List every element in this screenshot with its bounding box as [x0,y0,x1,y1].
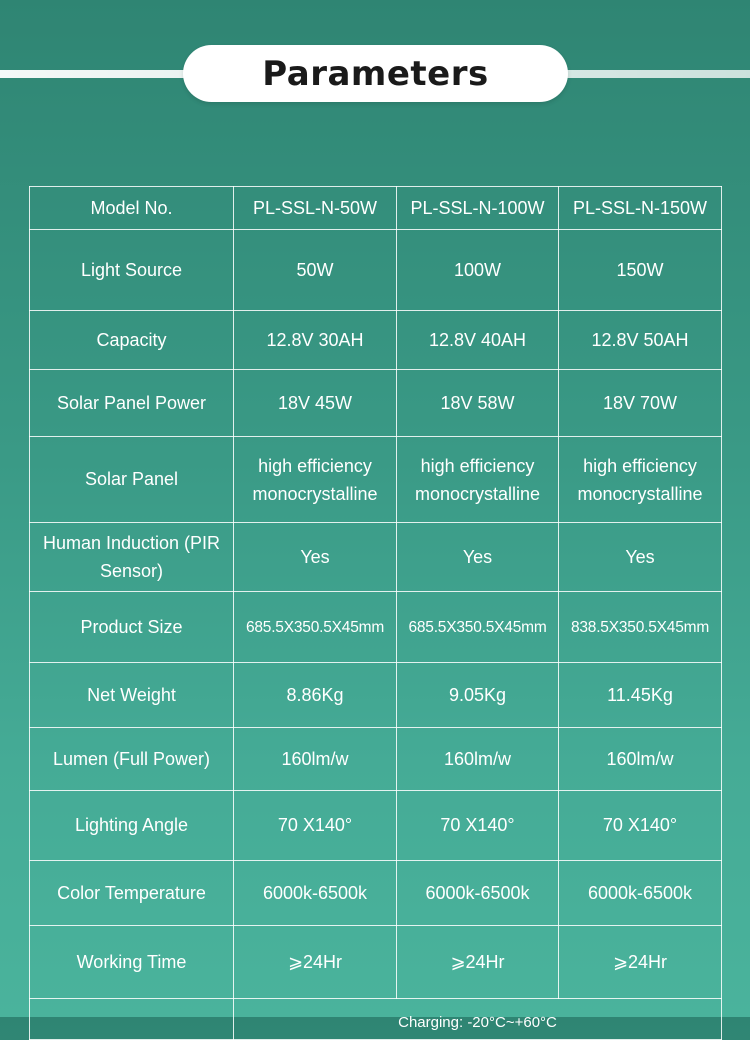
table-row-product-size [30,592,722,663]
value-cell: high efficiency monocrystalline [397,437,559,523]
row-label-cell: Lumen (Full Power) [30,728,234,791]
table-row-light-source [30,230,722,311]
table-row-lumen [30,728,722,791]
value-cell: 160lm/w [559,728,722,791]
value-cell: 100W [397,230,559,311]
value-cell: 685.5X350.5X45mm [234,592,397,663]
value-cell: 18V 45W [234,370,397,437]
header-label-cell: Model No. [30,187,234,230]
value-cell: 70 X140° [397,791,559,861]
table-row-human-induction [30,523,722,592]
row-label-cell: Solar Panel [30,437,234,523]
model-header-cell: PL-SSL-N-50W [234,187,397,230]
row-label-cell: Lighting Angle [30,791,234,861]
table-row-lighting-angle [30,791,722,861]
table-row-partial [30,999,722,1040]
table-row-capacity [30,311,722,370]
value-cell: 12.8V 40AH [397,311,559,370]
title-banner [183,45,568,102]
value-cell: high efficiency monocrystalline [234,437,397,523]
value-cell: 160lm/w [234,728,397,791]
table-row-solar-panel-power [30,370,722,437]
partial-value-text: Charging: -20°C~+60°C [398,1014,557,1031]
value-cell: 838.5X350.5X45mm [559,592,722,663]
row-label-cell: Color Temperature [30,861,234,926]
value-cell: 6000k-6500k [234,861,397,926]
value-cell: 160lm/w [397,728,559,791]
value-cell: ⩾24Hr [559,926,722,999]
value-cell: 6000k-6500k [559,861,722,926]
row-label-cell: Product Size [30,592,234,663]
row-label-cell: Net Weight [30,663,234,728]
value-cell: 12.8V 30AH [234,311,397,370]
page-title: Parameters [262,53,489,94]
model-header-cell: PL-SSL-N-150W [559,187,722,230]
value-cell: 8.86Kg [234,663,397,728]
value-cell: ⩾24Hr [397,926,559,999]
value-cell: Yes [397,523,559,592]
value-cell-merged [234,999,722,1040]
value-cell: 12.8V 50AH [559,311,722,370]
value-cell: 150W [559,230,722,311]
table-row-working-time [30,926,722,999]
value-cell: 685.5X350.5X45mm [397,592,559,663]
row-label-cell: Working Time [30,926,234,999]
value-cell: high efficiency monocrystalline [559,437,722,523]
value-cell: Yes [234,523,397,592]
value-cell: ⩾24Hr [234,926,397,999]
value-cell: 50W [234,230,397,311]
row-label-cell: Human Induction (PIR Sensor) [30,523,234,592]
value-cell: 9.05Kg [397,663,559,728]
value-cell: 70 X140° [234,791,397,861]
model-header-cell: PL-SSL-N-100W [397,187,559,230]
value-cell: Yes [559,523,722,592]
row-label-cell: Capacity [30,311,234,370]
value-cell: 6000k-6500k [397,861,559,926]
parameters-table-container [29,186,721,1040]
parameters-table [29,186,722,1040]
table-row-net-weight [30,663,722,728]
value-cell: 11.45Kg [559,663,722,728]
table-row-solar-panel [30,437,722,523]
row-label-cell: Solar Panel Power [30,370,234,437]
row-label-cell [30,999,234,1040]
value-cell: 18V 58W [397,370,559,437]
value-cell: 18V 70W [559,370,722,437]
value-cell: 70 X140° [559,791,722,861]
table-header-row [30,187,722,230]
table-row-color-temperature [30,861,722,926]
row-label-cell: Light Source [30,230,234,311]
